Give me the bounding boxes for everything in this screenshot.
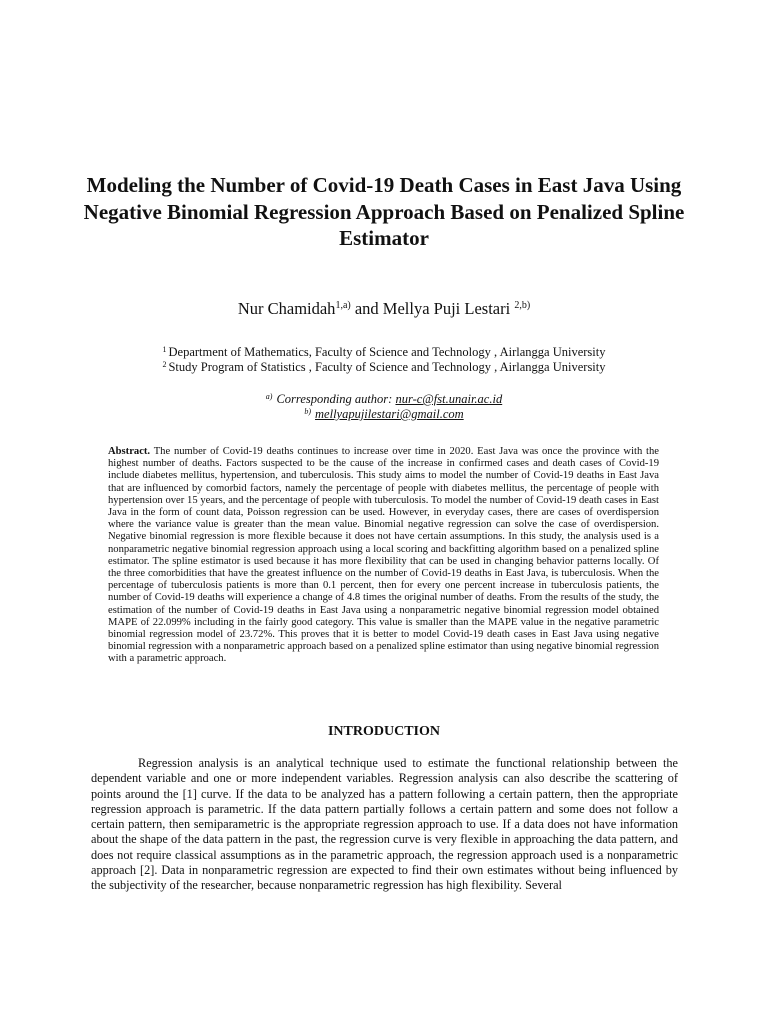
corresponding-author-line [0,392,768,407]
affiliation-text: Department of Mathematics, Faculty of Science and Technology , Airlangga University [168,345,606,359]
paper-title: Modeling the Number of Covid-19 Death Cases in East Java Using Negative Binomial Regression Approach Based on Penalized Spline Estimator [83,173,685,250]
contact-mark: a) [265,392,273,401]
section-heading: INTRODUCTION [327,724,440,739]
author-name: Mellya Puji Lestari [382,299,511,318]
abstract-label: Abstract. [108,446,151,457]
email-link[interactable]: mellyapujilestari@gmail.com [315,407,464,421]
author-line [0,298,768,320]
introduction-paragraph: Regression analysis is an analytical technique used to estimate the functional relationship between the dependent variable and one or more independent variables. Regression analysis can also describe the scattering of points around the [1] curve. If the data to be analyzed has a pattern following a certain pattern, then the appropriate regression approach is parametric. If the data pattern partially follows a certain pattern and some does not follow a certain pattern, then semiparametric is the appropriate regression approach to use. If a data does not have information about the shape of the data pattern in the past, the regression curve is very flexible in approaching the data pattern, and does not require classical assumptions as in the parametric approach, the regression approach used is a nonparametric approach [2]. Data in nonparametric regression are expected to find their own estimates without being influenced by the subjectivity of the researcher, because nonparametric regression has high flexibility. Several [91,756,678,893]
second-email-line [0,407,768,422]
author-name: Nur Chamidah [237,299,336,318]
author-affiliation-mark: 1,a) [335,300,351,311]
author-affiliation-mark: 2,b) [514,300,531,311]
abstract-text: The number of Covid-19 deaths continues to increase over time in 2020. East Java was once the province with the highest number of deaths. Factors suspected to be the cause of the increase in confirmed cases and death cases of Covid-19 include diabetes mellitus, hypertension, and tuberculosis. This study aims to model the number of Covid-19 deaths in East Java that are influenced by comorbid factors, namely the percentage of people with diabetes mellitus, the percentage of people with hypertension over 15 years, and the percentage of people with tuberculosis. To model the number of Covid-19 death cases in East Java in the form of count data, Poisson regression can be used. However, in everyday cases, there are cases of overdispersion where the variance value is greater than the mean value. Binomial negative regression can solve the case of overdispersion. Negative binomial regression is more flexible because it does not have certain assumptions. In this study, the analysis used is a nonparametric negative binomial regression approach using a local scoring and backfitting algorithm based on a penalized spline estimator. The spline estimator is used because it has more flexibility that can be used in changing behavior patterns locally. Of the three comorbidities that have the greatest influence on the number of Covid-19 deaths in East Java, is tuberculosis. When the percentage of tuberculosis patients is more than 0.1 percent, then for every one percent increase in tuberculosis patients, the number of Covid-19 deaths will experience a change of 4.8 times the original number of deaths. From the results of the study, the estimation of the number of Covid-19 deaths in East Java using a nonparametric negative binomial regression model obtained MAPE of 22.099% including in the fairly good category. This value is smaller than the MAPE value in the negative parametric binomial regression model of 23.72%. This proves that it is better to model Covid-19 death cases in East Java using negative binomial regression with a nonparametric approach based on a penalized spline estimator than using negative binomial regression with a parametric approach. [108,446,659,665]
author-separator: and [354,299,379,318]
corresponding-label: Corresponding author: [276,392,396,406]
affiliation-text: Study Program of Statistics , Faculty of Science and Technology , Airlangga University [168,360,606,374]
email-link[interactable]: nur-c@fst.unair.ac.id [395,392,503,406]
affiliation-number: 1 [162,345,167,354]
affiliation-line [0,360,768,375]
abstract [108,446,659,666]
contact-mark: b) [304,407,312,416]
affiliation-line [0,345,768,360]
affiliations [0,345,768,375]
affiliation-number: 2 [162,360,167,369]
contact-info [0,392,768,422]
